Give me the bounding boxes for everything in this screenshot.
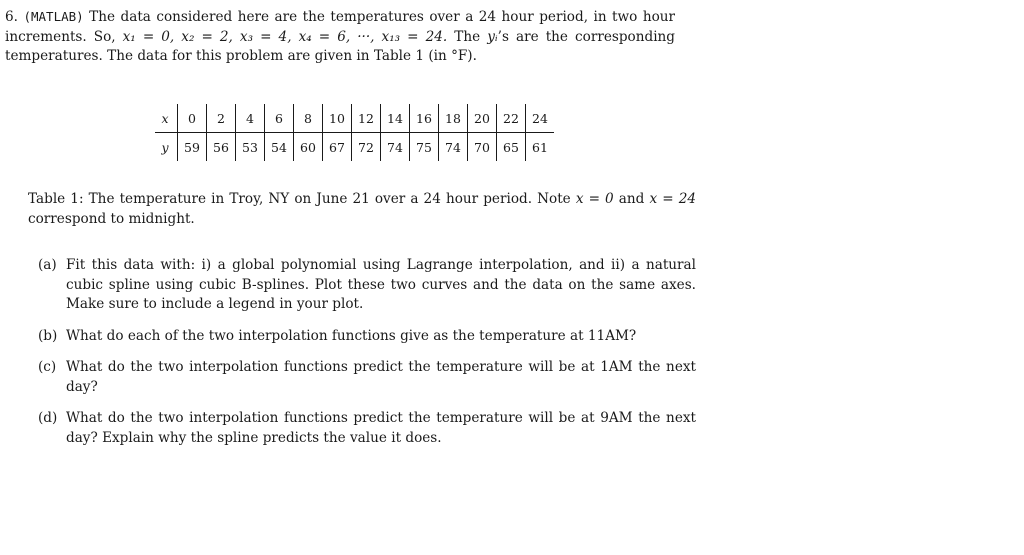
intro-math-x: x₁ = 0, x₂ = 2, x₃ = 4, x₄ = 6, ···, x₁₃ = 24. [122,28,448,45]
table-cell-x: 0 [178,104,207,133]
table-y-label: y [161,139,169,155]
question-label: (a) [38,257,57,273]
table-cell-x: 18 [439,104,468,133]
table-x-label: x [155,104,178,133]
question-text: What do the two interpolation functions predict the temperature will be at 9AM the next day? Explain why the spline predicts the value it does. [66,410,696,446]
question-label: (c) [38,359,57,375]
table-cell-y: 72 [352,133,381,162]
question-text: Fit this data with: i) a global polynomial using Lagrange interpolation, and ii) a natural cubic spline using cubic B-splines. Plot these two curves and the data on the same axes. Make sure to include a legend in your plot. [66,257,696,312]
table-cell-y: 54 [265,133,294,162]
table-cell-x: 2 [207,104,236,133]
caption-text-b: and [613,191,650,207]
question-item [38,409,696,448]
table-cell-y: 74 [381,133,410,162]
question-label: (b) [38,327,58,344]
table-cell-x: 16 [410,104,439,133]
table-cell-x: 10 [323,104,352,133]
table-cell-y: 70 [468,133,497,162]
table-cell-x: 6 [265,104,294,133]
table-cell-x: 4 [236,104,265,133]
table-cell-y: 75 [410,133,439,162]
table-cell-x: 14 [381,104,410,133]
temperature-table [155,104,554,161]
table-cell-y: 60 [294,133,323,162]
table-cell-y: 67 [323,133,352,162]
table-cell-y: 56 [207,133,236,162]
table-caption [28,190,696,229]
caption-text-c: correspond to midnight. [28,210,195,227]
question-label: (d) [38,410,58,426]
table-cell-y: 65 [497,133,526,162]
table-row-x [155,104,554,133]
table-row-y [155,133,554,162]
table-cell-x: 22 [497,104,526,133]
table-cell-x: 24 [526,104,555,133]
table-cell-x: 20 [468,104,497,133]
problem-intro [5,7,675,67]
question-text: What do each of the two interpolation functions give as the temperature at 11AM? [66,327,637,344]
intro-text-c: The [447,28,488,45]
question-item [38,358,696,397]
intro-text-a: The data considered here are the temperatures over a 24 hour period, in two hour increments. So, [5,9,676,45]
table-cell-x: 12 [352,104,381,133]
question-item [38,256,696,315]
caption-math-1: x = 0 [575,191,614,207]
question-list [38,256,696,460]
intro-text-d: ’s are the corresponding temperatures. The data for this problem are given in Table 1 (in °F). [5,28,675,64]
table-cell-y: 53 [236,133,265,162]
table-cell-y: 59 [178,133,207,162]
question-item [38,327,696,347]
problem-tag: (MATLAB) [23,9,84,24]
question-text: What do the two interpolation functions predict the temperature will be at 1AM the next day? [66,359,696,395]
problem-number: 6. [5,9,18,25]
table-cell-y: 74 [439,133,468,162]
table-cell-x: 8 [294,104,323,133]
caption-math-2: x = 24 [649,191,696,207]
intro-math-yi: yᵢ [487,28,498,45]
caption-text-a: Table 1: The temperature in Troy, NY on June 21 over a 24 hour period. Note [28,191,576,207]
table-cell-y: 61 [526,133,555,162]
